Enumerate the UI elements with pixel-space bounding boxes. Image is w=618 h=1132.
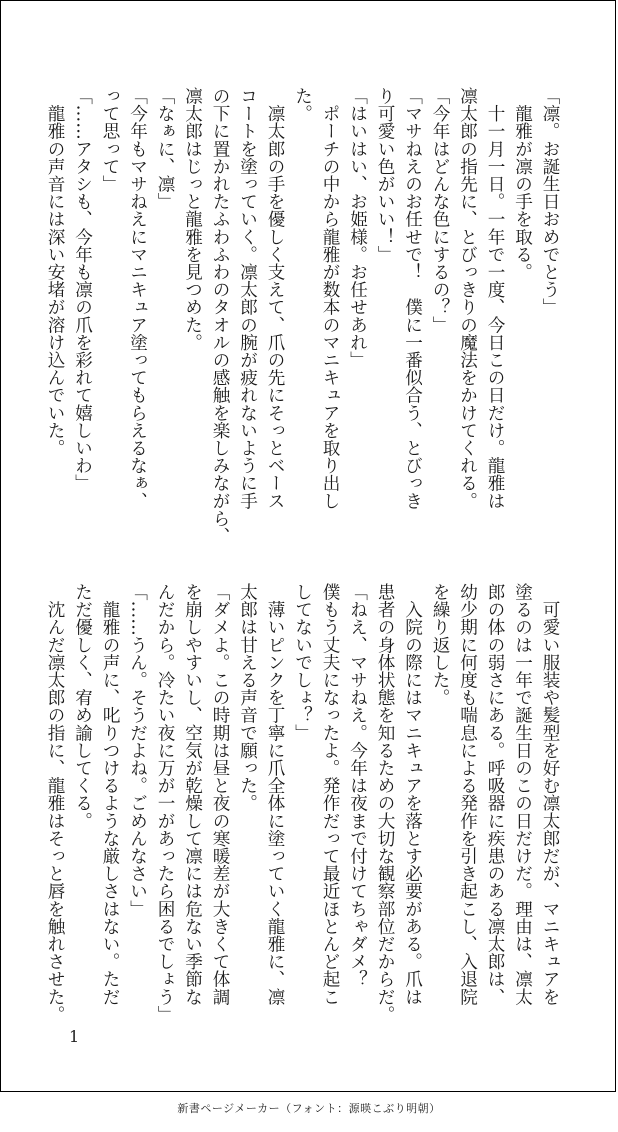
text-line: の下に置かれたふわふわのタオルの感触を楽しみながら、 [210,87,230,545]
text-line: り可愛い色がいい！」 [375,87,395,263]
text-line: 「ダメよ。この時期は昼と夜の寒暖差が大きくて体調 [210,583,230,1006]
text-line: してないでしょ？」 [292,583,313,742]
text-line: 「マサねえのお任せで！ 僕に一番似合う、とびっき [402,87,423,510]
text-line: 「今年はどんな色にするの？」 [430,87,450,334]
page-number: 1 [69,1027,80,1046]
text-line: 塗るのは一年で誕生日のこの日だけだ。理由は、凛太 [512,583,533,1006]
text-line: 龍雅の声音には深い安堵が溶け込んでいた。 [45,87,65,457]
text-line: 龍雅の声に、叱りつけるような厳しさはない。ただ [100,583,120,1006]
text-line: 「なぁに、凛」 [155,87,175,211]
text-line: 「ねえ、マサねえ。今年は夜まで付けてちゃダメ？ [347,583,368,988]
text-line: 凛太郎の指先に、とびっきりの魔法をかけてくれる。 [457,87,478,510]
text-line: コートを塗っていく。凛太郎の腕が疲れないように手 [237,87,258,510]
text-line: 郎の体の弱さにある。呼吸器に疾患のある凛太郎は、 [485,583,505,1006]
text-line: 太郎は甘える声音で願った。 [237,583,258,812]
text-line: 「今年もマサねえにマニキュア塗ってもらえるなぁ、 [127,87,148,510]
text-line: 「……アタシも、今年も凛の爪を彩れて嬉しいわ」 [72,87,93,492]
text-line: 凛太郎はじっと龍雅を見つめた。 [182,87,203,351]
text-line: 入院の際にはマニキュアを落とす必要がある。爪は [402,583,423,1006]
lower-text-block [41,583,564,1023]
text-line: 可愛い服装や髪型を好む凛太郎だが、マニキュアを [540,583,560,1006]
text-line: 僕もう丈夫になったよ。発作だって最近ほとんど起こ [320,583,340,1006]
upper-text-block [41,87,564,545]
text-line: 沈んだ凛太郎の指に、龍雅はそっと唇を触れさせた。 [45,583,65,1023]
text-line: た。 [292,87,313,123]
text-line: って思って」 [100,87,120,193]
text-line: 患者の身体状態を知るための大切な観察部位だからだ。 [375,583,395,1023]
text-line: 「はいはい、お姫様。お任せあれ」 [347,87,368,369]
text-line: を崩しやすいし、空気が乾燥して凛には危ない季節な [182,583,203,1006]
text-line: ポーチの中から龍雅が数本のマニキュアを取り出し [320,87,340,510]
text-line: 凛太郎の手を優しく支えて、爪の先にそっとベース [265,87,285,510]
text-line: ただ優しく、宥め諭してくる。 [72,583,93,830]
text-line: 「凛。お誕生日おめでとう」 [540,87,560,316]
text-line: 龍雅が凛の手を取る。 [512,87,533,281]
text-line: 薄いピンクを丁寧に爪全体に塗っていく龍雅に、凛 [265,583,285,1006]
footer-credit: 新書ページメーカー（フォント：源暎こぶり明朝） [177,1102,441,1115]
text-line: 十一月一日。一年で一度、今日この日だけ。龍雅は [485,87,505,510]
text-line: んだから。冷たい夜に万が一があったら困るでしょう」 [155,583,175,1023]
text-line: 幼少期に何度も喘息による発作を引き起こし、入退院 [457,583,478,1006]
text-line: を繰り返した。 [430,583,450,707]
text-line: 「……うん。そうだよね。ごめんなさい」 [127,583,148,918]
